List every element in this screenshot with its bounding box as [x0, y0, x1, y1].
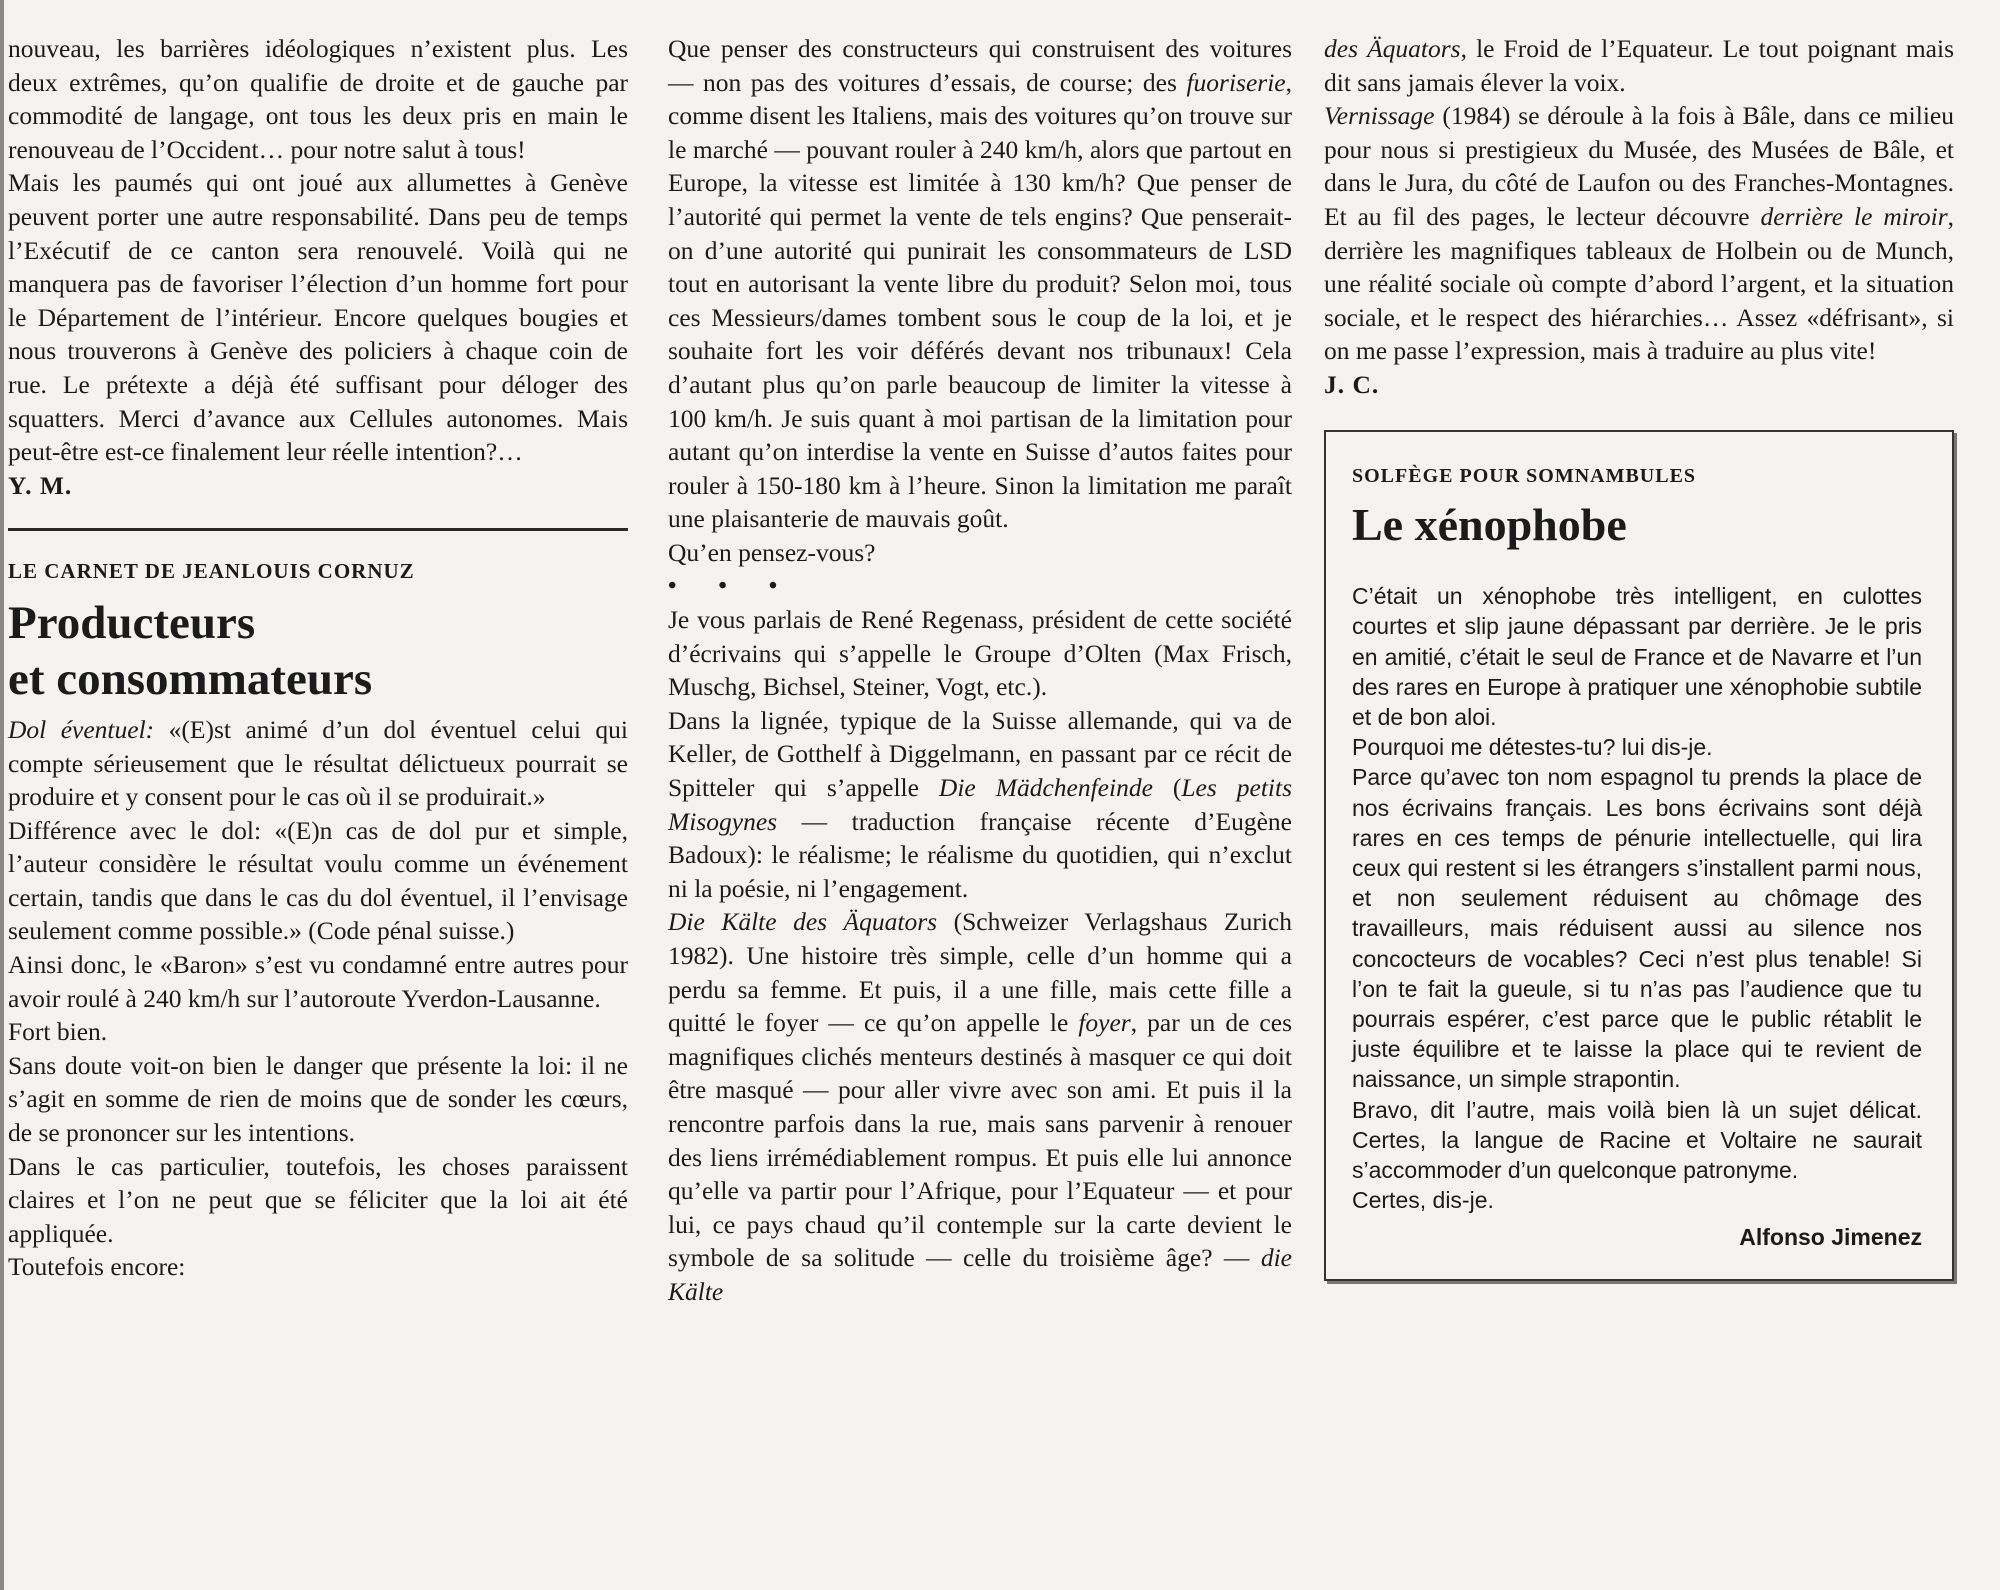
headline-line-2: et consommateurs [8, 652, 373, 705]
letter-signature: Y. M. [8, 470, 73, 500]
box-body [1352, 581, 1922, 1215]
article-paragraph: des Äquators, le Froid de l’Equateur. Le tout poignant mais dit sans jamais élever la voix. [1324, 34, 1954, 97]
italic-term: Dol éventuel: [8, 714, 155, 744]
article-paragraph: Vernissage (1984) se déroule à la fois à Bâle, dans ce milieu pour nous si prestigieux du Musée, des Musées de Bâle, et dans le Jura, du côté de Laufon ou des Franches-Montagnes. Et au fil des pages, le lecteur découvre derrière le miroir, derrière les magnifiques tableaux de Holbein ou de Munch, une réalité sociale où compte d’abord l’argent, et la situation sociale, et le respect des hiérarchies… Assez «défrisant», si on me passe l’expression, mais à traduire au plus vite! [1324, 101, 1954, 366]
box-paragraph: Bravo, dit l’autre, mais voilà bien là un sujet délicat. Certes, la langue de Racine et Voltaire ne saurait s’accommoder d’un quelconque patronyme. [1352, 1096, 1922, 1183]
article-signature: J. C. [1324, 369, 1380, 399]
article-paragraph: Dol éventuel: «(E)st animé d’un dol éventuel celui qui compte sérieusement que le résultat délictueux pourrait se produire et y consent pour le cas où il se produirait.» [8, 714, 628, 812]
article-paragraph: Fort bien. [8, 1017, 108, 1047]
article-paragraph: Dans la lignée, typique de la Suisse allemande, qui va de Keller, de Gotthelf à Diggelmann, en passant par ce récit de Spitteler qui s’appelle Die Mädchenfeinde (Les petits Misogynes — traduction française récente d’Eugène Badoux): le réalisme; le réalisme du quotidien, qui n’exclut ni la poésie, ni l’engagement. [668, 705, 1292, 903]
page-edge-shadow [0, 0, 4, 1590]
section-divider [8, 528, 628, 531]
section-kicker: LE CARNET DE JEANLOUIS CORNUZ [8, 559, 415, 584]
box-paragraph: Pourquoi me détestes-tu? lui dis-je. [1352, 734, 1713, 761]
box-paragraph: Certes, dis-je. [1352, 1187, 1494, 1214]
box-author: Alfonso Jimenez [1739, 1224, 1922, 1251]
column-left [8, 32, 628, 1284]
box-kicker: SOLFÈGE POUR SOMNAMBULES [1352, 464, 1697, 487]
article-paragraph: Die Kälte des Äquators (Schweizer Verlagshaus Zurich 1982). Une histoire très simple, celle d’un homme qui a perdu sa femme. Et puis, il a une fille, mais cette fille a quitté le foyer — ce qu’on appelle le foyer, par un de ces magnifiques clichés menteurs destinés à masquer ce qui doit être masqué — pour aller vivre avec son ami. Et puis il la rencontre parfois dans la rue, mais sans parvenir à renouer des liens irrémédiablement rompus. Et puis elle lui annonce qu’elle va partir pour l’Afrique, pour l’Equateur — et pour lui, ce pays chaud qu’il contemple sur la carte devient le symbole de sa solitude — celle du troisième âge? — die Kälte [668, 907, 1292, 1306]
article-paragraph: Dans le cas particulier, toutefois, les choses paraissent claires et l’on ne peut que se féliciter que la loi ait été appliquée. [8, 1151, 628, 1248]
article-paragraph: Que penser des constructeurs qui construisent des voitures — non pas des voitures d’essais, de course; des fuoriserie, comme disent les Italiens, mais des voitures qu’on trouve sur le marché — pouvant rouler à 240 km/h, alors que partout en Europe, la vitesse est limitée à 130 km/h? Que penser de l’autorité qui permet la vente de tels engins? Que penserait-on d’une autorité qui punirait les consommateurs de LSD tout en autorisant la vente libre du produit? Selon moi, tous ces Messieurs/dames tombent sous le coup de la loi, et je souhaite fort les voir déférés devant nos tribunaux! Cela d’autant plus qu’on parle beaucoup de limiter la vitesse à 100 km/h. Je suis quant à moi partisan de la limitation pour autant qu’on interdise la vente en Suisse d’autos faites pour rouler à 150-180 km à l’heure. Sinon la limitation me paraît une plaisanterie de mauvais goût. [668, 34, 1292, 534]
section-break-stars: • • • [668, 572, 796, 599]
letter-paragraph: Mais les paumés qui ont joué aux allumettes à Genève peuvent porter une autre responsabilité. Dans peu de temps l’Exécutif de ce canton sera renouvelé. Voilà qui ne manquera pas de favoriser l’élection d’un homme fort pour le Département de l’intérieur. Encore quelques bougies et nous trouverons à Genève des policiers à chaque coin de rue. Le prétexte a déjà été suffisant pour déloger des squatters. Merci d’avance aux Cellules autonomes. Mais peut-être est-ce finalement leur réelle intention?… [8, 168, 628, 467]
article-paragraph: Je vous parlais de René Regenass, président de cette société d’écrivains qui s’appelle le Groupe d’Olten (Max Frisch, Muschg, Bichsel, Steiner, Vogt, etc.). [668, 605, 1292, 702]
article-paragraph: Différence avec le dol: «(E)n cas de dol pur et simple, l’auteur considère le résultat voulu comme un événement certain, tandis que dans le cas du dol éventuel, il l’envisage seulement comme possible.» (Code pénal suisse.) [8, 815, 628, 946]
column-right [1324, 32, 1954, 1281]
article-headline [8, 595, 628, 707]
box-paragraph: Parce qu’avec ton nom espagnol tu prends la place de nos écrivains français. Les bons écrivains sont déjà rares en ces temps de pénurie intellectuelle, qui lira ceux qui restent si les étrangers s’installent parmi nous, et non seulement réduisent au chômage des travailleurs, mais réduisent aussi au silence nos concocteurs de vocables? Ceci n’est plus tenable! Si l’on te fait la gueule, si tu n’as pas l’audience que tu pourrais espérer, c’est parce que le public rétablit le juste équilibre et te laisse la place qui te revient de naissance, un simple strapontin. [1352, 764, 1922, 1093]
column-middle [668, 32, 1292, 1309]
article-paragraph: Ainsi donc, le «Baron» s’est vu condamné entre autres pour avoir roulé à 240 km/h sur l’autoroute Yverdon-Lausanne. [8, 950, 628, 1013]
headline-line-1: Producteurs [8, 596, 256, 649]
article-paragraph: Qu’en pensez-vous? [668, 537, 876, 567]
article-paragraph: Toutefois encore: [8, 1252, 186, 1282]
article-paragraph: Sans doute voit-on bien le danger que présente la loi: il ne s’agit en somme de rien de moins que de sonder les cœurs, de se prononcer sur les intentions. [8, 1050, 628, 1148]
letter-paragraph: nouveau, les barrières idéologiques n’existent plus. Les deux extrêmes, qu’on qualifie de droite et de gauche par commodité de langage, ont tous les deux pris en main le renouveau de l’Occident… pour notre salut à tous! [8, 34, 628, 164]
sidebar-box [1324, 430, 1954, 1281]
box-headline: Le xénophobe [1352, 499, 1627, 551]
box-paragraph: C’était un xénophobe très intelligent, en culottes courtes et slip jaune dépassant par derrière. Je le pris en amitié, c’était le seul de France et de Navarre et l’un des rares en Europe à pratiquer une xénophobie subtile et de bon aloi. [1352, 583, 1922, 730]
